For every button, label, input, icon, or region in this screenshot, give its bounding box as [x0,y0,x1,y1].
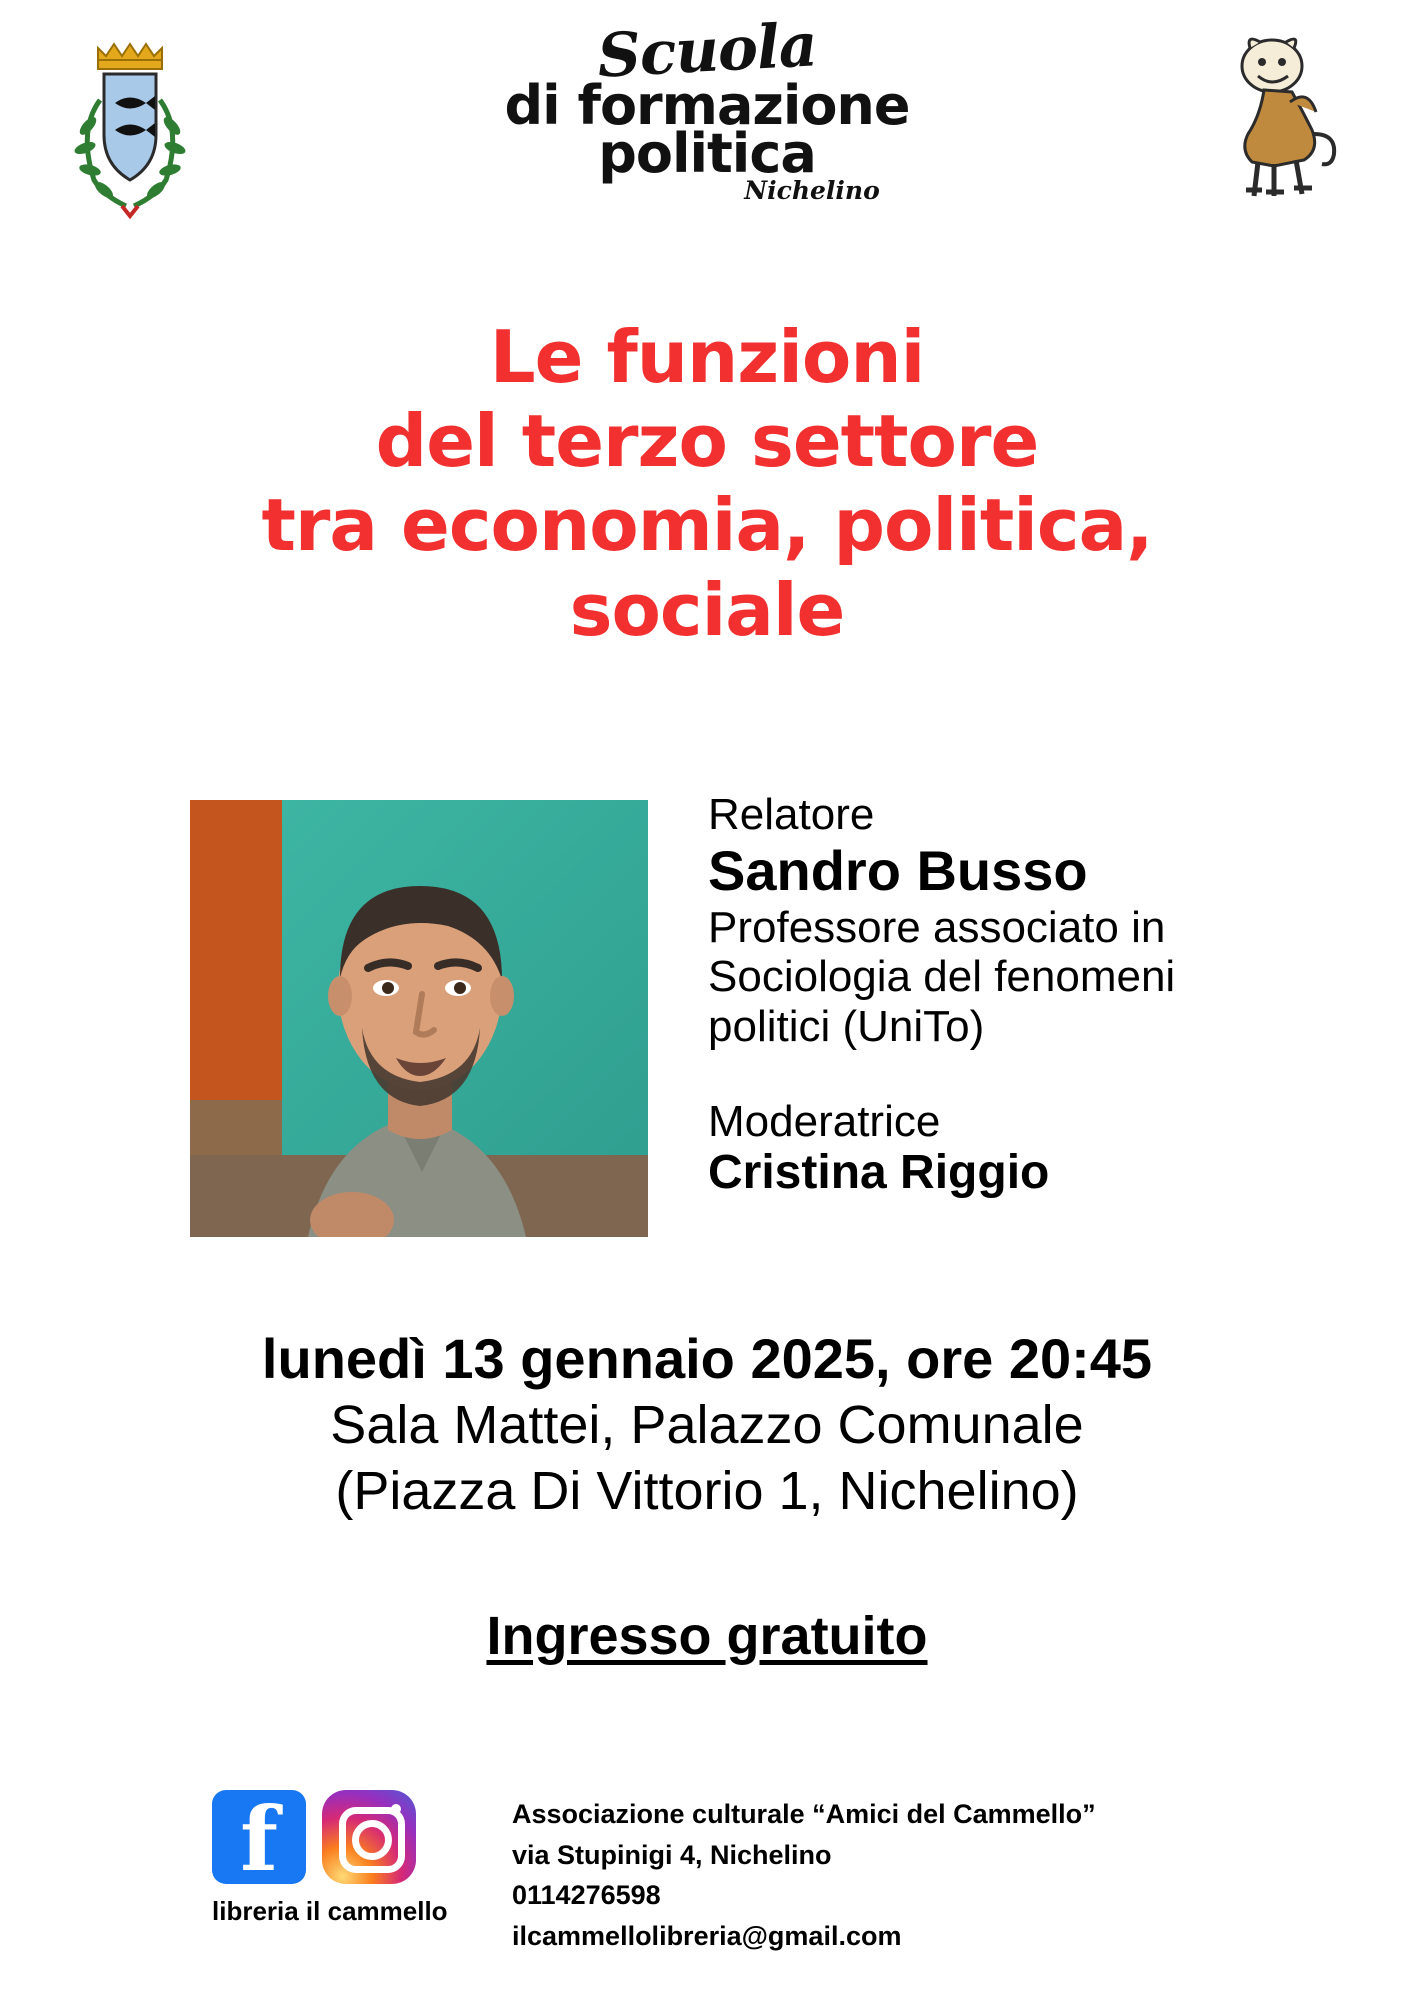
school-logo [472,10,942,205]
facebook-glyph: f [240,1787,278,1891]
speaker-affiliation-line2: Sociologia del fenomeni [708,952,1176,1002]
speaker-role-label: Relatore [708,790,875,839]
school-logo-line4: Nichelino [744,175,880,205]
speaker-info [708,790,1348,1200]
speaker-affiliation-line3: politici (UniTo) [708,1001,985,1051]
organization-info [512,1794,1096,1956]
school-logo-line1: Scuola [595,10,819,92]
title-line-1: Le funzioni [489,315,925,399]
speaker-spacer [708,1051,1348,1097]
title-line-2: del terzo settore [375,399,1039,484]
speaker-photo [190,800,648,1237]
school-logo-line2: di formazione [504,74,910,138]
event-details [60,1325,1354,1525]
free-entry-note: Ingresso gratuito [486,1606,928,1666]
moderator-name: Cristina Riggio [708,1146,1050,1200]
speaker-affiliation-line1: Professore associato in [708,903,1166,953]
instagram-dot [391,1804,401,1814]
poster-header [0,0,1414,290]
org-phone: 0114276598 [512,1880,661,1910]
event-datetime: lunedì 13 gennaio 2025, ore 20:45 [261,1327,1153,1390]
event-venue: Sala Mattei, Palazzo Comunale [330,1395,1084,1456]
school-logo-line3: politica [598,121,816,185]
social-handle: libreria il cammello [212,1896,448,1926]
event-address: (Piazza Di Vittorio 1, Nichelino) [335,1461,1079,1522]
moderator-role-label: Moderatrice [708,1096,941,1146]
org-address: via Stupinigi 4, Nichelino [512,1839,832,1870]
camel-mascot-icon [1204,30,1354,205]
org-email[interactable]: ilcammellolibreria@gmail.com [512,1920,902,1951]
speaker-name: Sandro Busso [708,839,1088,903]
poster-footer [0,1780,1414,2000]
social-icons [212,1787,452,1891]
instagram-lens [352,1820,392,1860]
instagram-icon[interactable] [322,1790,416,1884]
facebook-icon[interactable] [212,1787,306,1891]
social-block [212,1787,452,1927]
city-crest-icon [60,30,200,220]
org-name: Associazione culturale “Amici del Cammello” [512,1799,1096,1829]
page-title [70,315,1344,652]
title-line-4: sociale [569,567,845,652]
title-line-3: tra economia, politica, [261,483,1153,568]
